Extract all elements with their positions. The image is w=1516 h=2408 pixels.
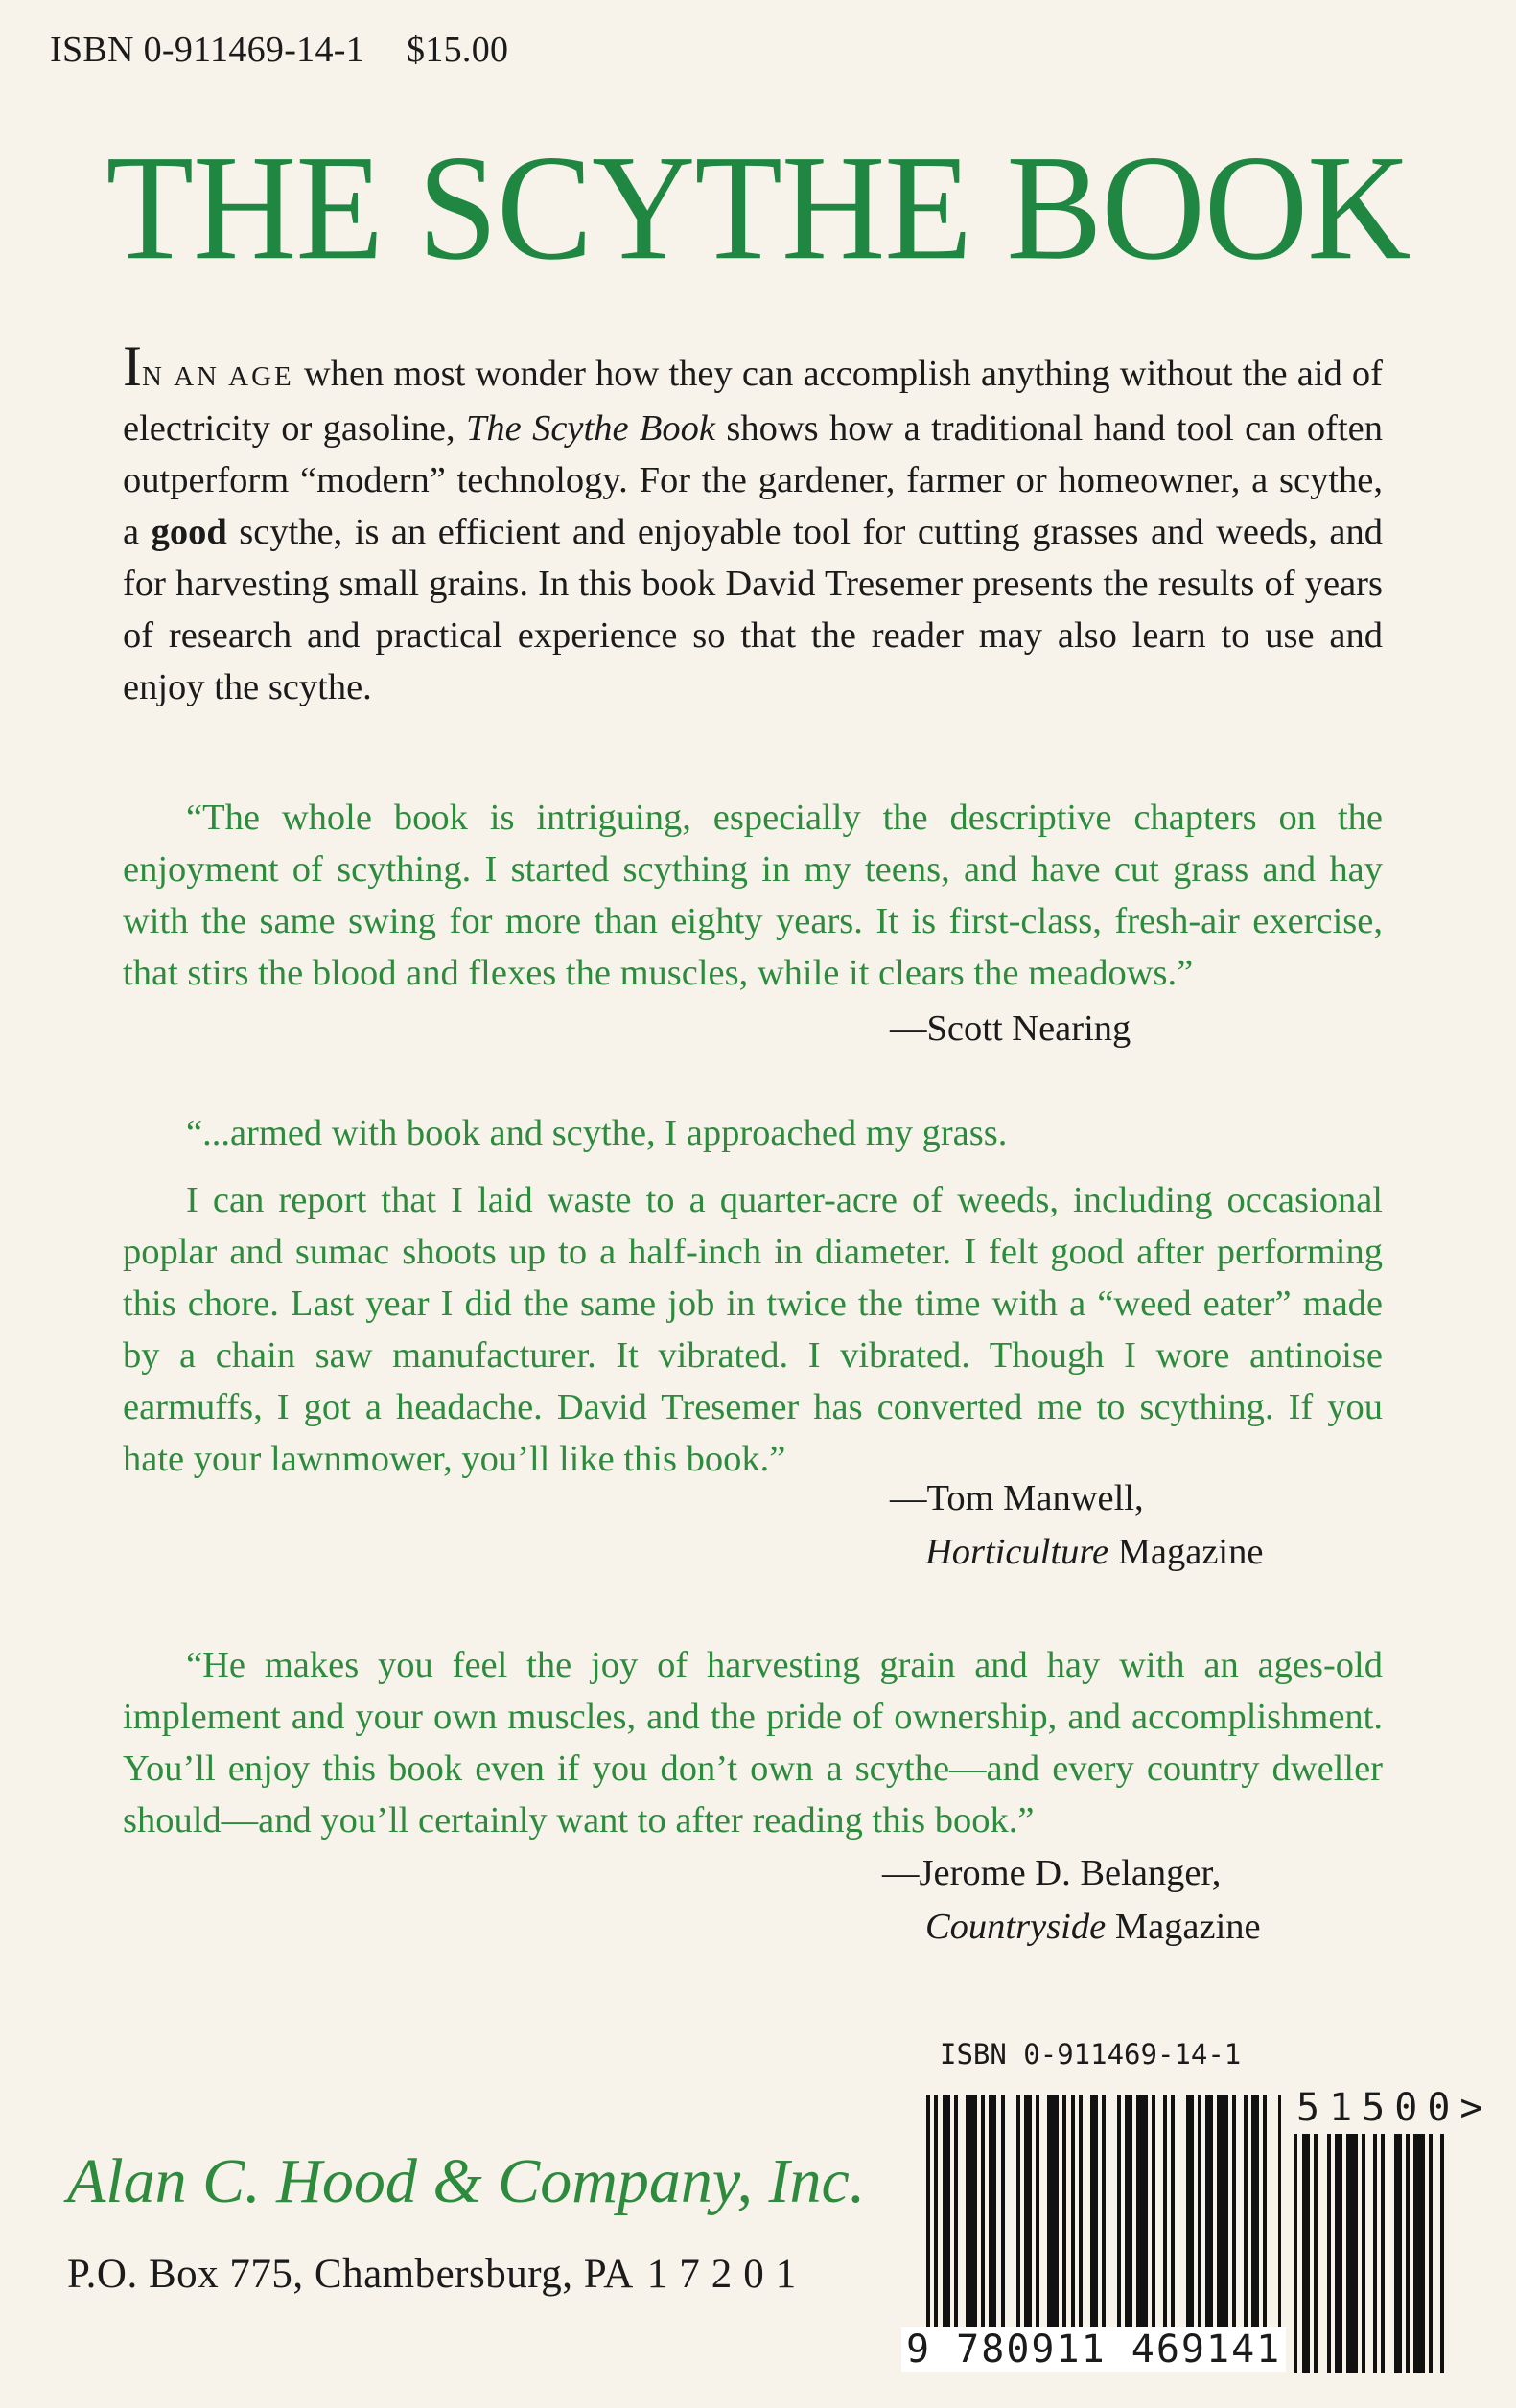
publication-countryside: Countryside — [925, 1907, 1107, 1947]
barcode-bar — [966, 2095, 977, 2329]
barcode-bar — [1335, 2134, 1342, 2373]
barcode-bar — [1024, 2095, 1032, 2329]
barcode-bar — [1163, 2095, 1167, 2329]
barcode-bar — [1205, 2095, 1213, 2329]
barcode-bar — [1429, 2134, 1433, 2373]
barcode-bar — [1244, 2095, 1248, 2329]
isbn-price-line — [50, 29, 508, 71]
barcode-bar — [1062, 2095, 1066, 2329]
small-caps-lead: N AN AGE — [141, 361, 294, 392]
barcode-bar — [1406, 2134, 1410, 2373]
barcode-digits: 9 780911 469141 — [901, 2327, 1286, 2372]
barcode-bar — [1171, 2095, 1175, 2329]
publisher-address — [67, 2251, 807, 2298]
barcode-bar — [1373, 2134, 1377, 2373]
price-addon-digits: 51500> — [1296, 2086, 1493, 2130]
barcode-bar — [943, 2095, 950, 2329]
publication-suffix: Magazine — [1108, 1532, 1264, 1572]
intro-bold-word: good — [151, 512, 227, 552]
barcode-bar — [954, 2095, 958, 2329]
barcode-bar — [1071, 2095, 1075, 2329]
attribution-nearing: —Scott Nearing — [890, 1008, 1131, 1049]
intro-book-title: The Scythe Book — [465, 408, 715, 449]
barcode-bar — [926, 2095, 930, 2329]
attribution-manwell-publication — [925, 1526, 1263, 1578]
barcode-bar — [1152, 2095, 1155, 2329]
price: $15.00 — [407, 30, 509, 70]
barcode-bar — [1016, 2095, 1020, 2329]
barcode-bar — [1217, 2095, 1228, 2329]
barcode-bar — [1036, 2095, 1039, 2329]
barcode-bar — [1381, 2134, 1385, 2373]
barcode-bar — [1346, 2134, 1358, 2373]
barcode-bar — [1198, 2095, 1201, 2329]
barcode-bar — [1079, 2095, 1083, 2329]
intro-text-2: shows how a traditional hand tool can often outperform “modern” technology. For the gardener, farmer or homeowner, a scythe, a — [123, 408, 1383, 552]
barcode-bar — [1090, 2095, 1098, 2329]
publication-suffix: Magazine — [1106, 1907, 1261, 1947]
barcode-bar — [1263, 2095, 1267, 2329]
barcode-bar — [1440, 2134, 1444, 2373]
barcode-bar — [981, 2095, 985, 2329]
top-isbn: ISBN 0-911469-14-1 — [50, 30, 365, 70]
quote-nearing: “The whole book is intriguing, especially the descriptive chapters on the enjoyment of scything. I started scything in my teens, and have cut grass and hay with the same swing for more than eighty years. It is first-class, fresh-air exercise, that stirs the blood and flexes the muscles, while it clears the meadows.” — [123, 798, 1383, 993]
barcode-bar — [1327, 2134, 1331, 2373]
publication-horticulture: Horticulture — [925, 1532, 1109, 1572]
barcode-bar — [1278, 2095, 1281, 2329]
barcode-bar — [1294, 2134, 1297, 2373]
quote-manwell: I can report that I laid waste to a quarter-acre of weeds, including occasional poplar and sumac shoots up to a half-inch in diameter. I felt good after performing this chore. Last year I did the same job in twice the time with a “weed eater” made by a chain saw manufacturer. It vibrated. I vibrated. Though I wore antinoise earmuffs, I got a headache. David Tresemer has converted me to scything. If you hate your lawnmower, you’ll like this book.” — [123, 1180, 1383, 1479]
ean-barcode — [926, 2095, 1281, 2329]
barcode-bar — [1394, 2134, 1402, 2373]
barcode-bar — [1413, 2134, 1425, 2373]
barcode-bar — [1136, 2095, 1148, 2329]
zip-code: 17201 — [646, 2252, 808, 2297]
drop-cap: I — [123, 335, 142, 398]
barcode-bar — [989, 2095, 996, 2329]
address-line: P.O. Box 775, Chambersburg, PA — [67, 2252, 634, 2297]
barcode-bar — [1125, 2095, 1132, 2329]
quote-belanger: “He makes you feel the joy of harvesting grain and hay with an ages-old implement and your own muscles, and the pride of ownership, and accomplishment. You’ll enjoy this book even if you don’t own a scythe—and every country dweller should—and you’ll certainly want to after reading this book.” — [123, 1645, 1383, 1841]
attribution-manwell: —Tom Manwell, — [890, 1478, 1144, 1518]
quote-manwell-lead: “...armed with book and scythe, I approached my grass. — [186, 1113, 1008, 1153]
book-title: THE SCYTHE BOOK — [105, 124, 1411, 291]
barcode-bar — [1302, 2134, 1310, 2373]
intro-text-1: when most wonder how they can accomplish anything without the aid of electricity or gasoline, — [123, 354, 1383, 449]
attribution-belanger-publication — [925, 1901, 1261, 1953]
barcode-bar — [1102, 2095, 1106, 2329]
barcode-bar — [1047, 2095, 1059, 2329]
barcode-bar — [1001, 2095, 1005, 2329]
barcode-bar — [1186, 2095, 1194, 2329]
publisher-name: Alan C. Hood & Company, Inc. — [67, 2146, 866, 2216]
barcode-bar — [1362, 2134, 1365, 2373]
attribution-belanger: —Jerome D. Belanger, — [882, 1853, 1222, 1893]
barcode-isbn-label: ISBN 0-911469-14-1 — [940, 2038, 1242, 2071]
intro-paragraph — [123, 335, 1383, 713]
barcode-bar — [1251, 2095, 1259, 2329]
intro-text-3: scythe, is an efficient and enjoyable tool for cutting grasses and weeds, and for harvesting small grains. In this book David Tresemer presents the results of years of research and practical experience so that the reader may also learn to use and enjoy the scythe. — [123, 512, 1383, 707]
barcode-bar — [1117, 2095, 1121, 2329]
barcode-bar — [934, 2095, 938, 2329]
price-addon-barcode — [1294, 2134, 1461, 2373]
barcode-bar — [1314, 2134, 1318, 2373]
barcode-bar — [1232, 2095, 1236, 2329]
